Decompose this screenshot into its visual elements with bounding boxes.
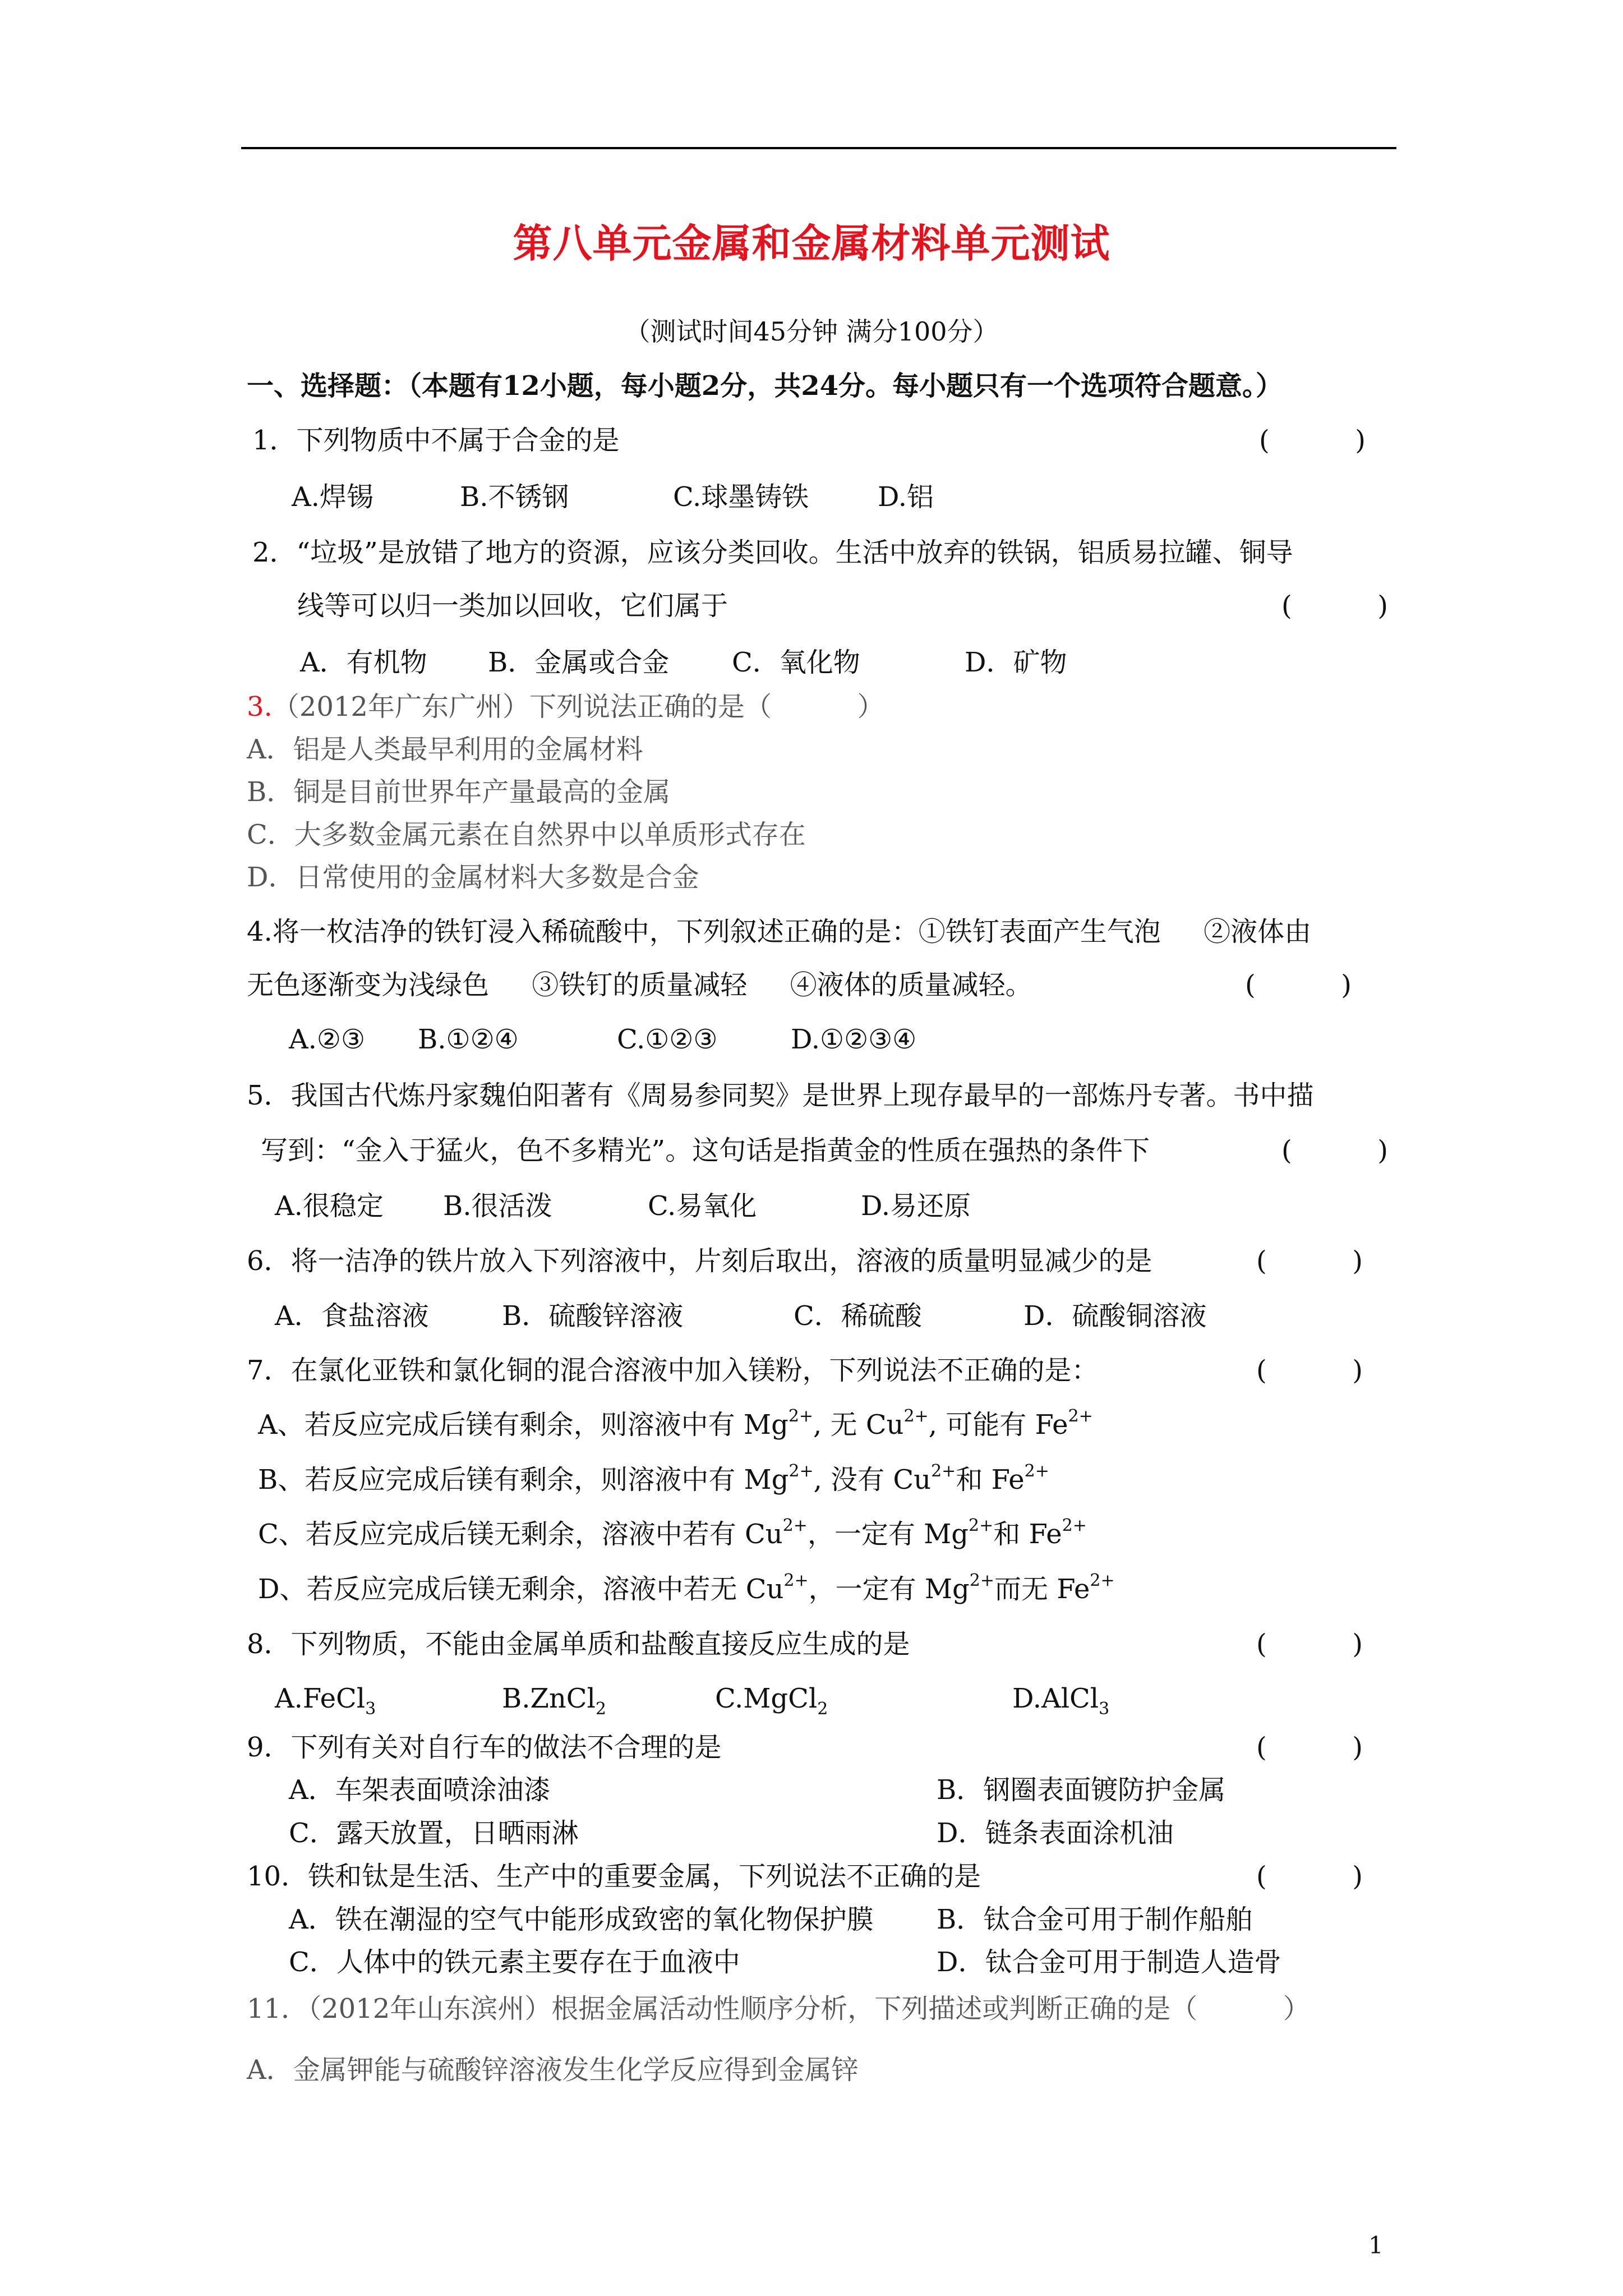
q7-b-charge2: 2+ <box>931 1461 956 1481</box>
q5-option-c: C.易氧化 <box>648 1190 757 1222</box>
q7-c-charge2: 2+ <box>969 1516 994 1535</box>
q1-option-d: D.铝 <box>878 481 934 513</box>
q5-option-d: D.易还原 <box>861 1190 971 1222</box>
q3-option-b: B．铜是目前世界年产量最高的金属 <box>247 776 671 808</box>
q7-d-charge2: 2+ <box>969 1571 994 1590</box>
q7-c-text2: ，一定有 Mg <box>807 1519 969 1550</box>
q2-option-a: A．有机物 <box>300 647 427 678</box>
q6-option-a: A．食盐溶液 <box>275 1300 429 1332</box>
q7-answer-blank: ( ) <box>1256 1355 1363 1386</box>
q8-stem: 8．下列物质，不能由金属单质和盐酸直接反应生成的是 <box>247 1628 910 1660</box>
q2-option-c: C．氧化物 <box>732 647 860 678</box>
q8-b-text: B.ZnCl <box>502 1683 596 1714</box>
page-title: 第八单元金属和金属材料单元测试 <box>513 220 1110 266</box>
q7-a-text2: , 无 Cu <box>813 1409 904 1441</box>
q7-b-text3: 和 Fe <box>956 1464 1025 1496</box>
q10-option-b: B．钛合金可用于制作船舶 <box>937 1904 1253 1935</box>
q7-a-charge1: 2+ <box>788 1406 814 1426</box>
q7-option-a <box>258 1406 1093 1442</box>
q10-option-a: A．铁在潮湿的空气中能形成致密的氧化物保护膜 <box>289 1904 874 1935</box>
q7-d-text2: ，一定有 Mg <box>808 1573 970 1605</box>
q7-option-b <box>258 1461 1049 1497</box>
q8-a-subscript: 3 <box>365 1699 376 1719</box>
q6-stem: 6．将一洁净的铁片放入下列溶液中，片刻后取出，溶液的质量明显减少的是 <box>247 1245 1152 1277</box>
q11-option-a: A．金属钾能与硫酸锌溶液发生化学反应得到金属锌 <box>247 2054 859 2086</box>
header-rule <box>241 147 1396 149</box>
q10-stem: 10．铁和钛是生活、生产中的重要金属，下列说法不正确的是 <box>247 1861 981 1892</box>
q7-d-charge1: 2+ <box>783 1571 809 1590</box>
q8-d-text: D.AlCl <box>1012 1683 1099 1714</box>
q2-stem-line1: 2．“垃圾”是放错了地方的资源，应该分类回收。生活中放弃的铁锅，铝质易拉罐、铜导 <box>252 537 1293 568</box>
q11-stem: 11．（2012年山东滨州）根据金属活动性顺序分析，下列描述或判断正确的是（ ） <box>247 1993 1310 2024</box>
q7-option-d <box>258 1573 1115 1606</box>
q7-a-charge3: 2+ <box>1068 1406 1093 1426</box>
q1-option-c: C.球墨铸铁 <box>673 481 809 513</box>
q5-stem-line1: 5．我国古代炼丹家魏伯阳著有《周易参同契》是世界上现存最早的一部炼丹专著。书中描 <box>247 1080 1314 1111</box>
q9-answer-blank: ( ) <box>1256 1732 1363 1763</box>
q2-answer-blank: ( ) <box>1281 590 1389 622</box>
q4-answer-blank: ( ) <box>1245 969 1352 1001</box>
q3-stem-text: （2012年广东广州）下列说法正确的是（ ） <box>272 691 884 723</box>
q7-a-text1: A、若反应完成后镁有剩余，则溶液中有 Mg <box>258 1409 789 1441</box>
q9-option-c: C．露天放置，日晒雨淋 <box>289 1818 579 1849</box>
test-info: （测试时间45分钟 满分100分） <box>624 316 999 347</box>
q8-d-subscript: 3 <box>1099 1699 1110 1719</box>
q1-stem: 1．下列物质中不属于合金的是 <box>252 425 620 456</box>
q7-b-text1: B、若反应完成后镁有剩余，则溶液中有 Mg <box>258 1464 789 1496</box>
q5-option-b: B.很活泼 <box>443 1190 552 1222</box>
q1-option-b: B.不锈钢 <box>460 481 569 513</box>
q4-option-a: A.②③ <box>289 1024 365 1055</box>
q6-option-d: D．硫酸铜溶液 <box>1023 1300 1207 1332</box>
q10-option-c: C．人体中的铁元素主要存在于血液中 <box>289 1947 740 1978</box>
q7-c-text3: 和 Fe <box>993 1519 1062 1550</box>
q3-number: 3. <box>247 691 273 723</box>
q1-answer-blank: ( ) <box>1259 425 1366 456</box>
q7-c-charge3: 2+ <box>1062 1516 1087 1535</box>
q8-b-subscript: 2 <box>595 1699 606 1719</box>
q3-stem <box>247 691 884 724</box>
q9-option-b: B．钢圈表面镀防护金属 <box>937 1774 1226 1806</box>
q7-d-text3: 而无 Fe <box>994 1573 1090 1605</box>
q3-option-c: C．大多数金属元素在自然界中以单质形式存在 <box>247 819 806 850</box>
q10-option-d: D．钛合金可用于制造人造骨 <box>937 1947 1281 1978</box>
q9-stem: 9．下列有关对自行车的做法不合理的是 <box>247 1732 722 1763</box>
q6-answer-blank: ( ) <box>1256 1245 1363 1277</box>
q7-c-charge1: 2+ <box>782 1516 808 1535</box>
q7-b-text2: , 没有 Cu <box>813 1464 932 1496</box>
q7-option-c <box>258 1516 1087 1551</box>
q8-answer-blank: ( ) <box>1256 1628 1363 1660</box>
q4-stem-line1: 4.将一枚洁净的铁钉浸入稀硫酸中，下列叙述正确的是：①铁钉表面产生气泡 ②液体由 <box>247 916 1312 947</box>
q7-d-text1: D、若反应完成后镁无剩余，溶液中若无 Cu <box>258 1573 784 1605</box>
q8-option-b <box>502 1683 606 1719</box>
q6-option-b: B．硫酸锌溶液 <box>502 1300 684 1332</box>
q7-a-charge2: 2+ <box>903 1406 929 1426</box>
page-number: 1 <box>1368 2231 1384 2259</box>
q8-option-a <box>275 1683 376 1719</box>
q8-option-d <box>1012 1683 1110 1719</box>
q7-d-charge3: 2+ <box>1090 1571 1115 1590</box>
q2-stem-line2: 线等可以归一类加以回收，它们属于 <box>297 590 728 622</box>
q4-option-b: B.①②④ <box>418 1024 519 1055</box>
q5-stem-line2: 写到：“金入于猛火，色不多精光”。这句话是指黄金的性质在强热的条件下 <box>261 1135 1150 1166</box>
q8-a-text: A.FeCl <box>275 1683 366 1714</box>
q9-option-d: D．链条表面涂机油 <box>937 1818 1174 1849</box>
q6-option-c: C．稀硫酸 <box>794 1300 922 1332</box>
q1-option-a: A.焊锡 <box>292 481 374 513</box>
q4-stem-line2: 无色逐渐变为浅绿色 ③铁钉的质量减轻 ④液体的质量减轻。 <box>247 969 1032 1001</box>
q7-c-text1: C、若反应完成后镁无剩余，溶液中若有 Cu <box>258 1519 783 1550</box>
q7-a-text3: , 可能有 Fe <box>928 1409 1068 1441</box>
q3-option-d: D．日常使用的金属材料大多数是合金 <box>247 862 699 893</box>
q8-option-c <box>715 1683 828 1719</box>
q5-answer-blank: ( ) <box>1281 1135 1389 1166</box>
q5-option-a: A.很稳定 <box>275 1190 384 1222</box>
q8-c-subscript: 2 <box>817 1699 828 1719</box>
q8-c-text: C.MgCl <box>715 1683 818 1714</box>
q4-option-c: C.①②③ <box>617 1024 718 1055</box>
q2-option-d: D．矿物 <box>965 647 1067 678</box>
q10-answer-blank: ( ) <box>1256 1861 1363 1892</box>
q3-option-a: A．铝是人类最早利用的金属材料 <box>247 734 643 765</box>
section-heading: 一、选择题：（本题有12小题，每小题2分，共24分。每小题只有一个选项符合题意。） <box>247 370 1283 402</box>
q4-option-d: D.①②③④ <box>791 1024 917 1055</box>
q7-b-charge3: 2+ <box>1024 1461 1049 1481</box>
q9-option-a: A．车架表面喷涂油漆 <box>289 1774 551 1806</box>
q7-stem: 7．在氯化亚铁和氯化铜的混合溶液中加入镁粉，下列说法不正确的是： <box>247 1355 1099 1386</box>
q7-b-charge1: 2+ <box>789 1461 814 1481</box>
q2-option-b: B．金属或合金 <box>488 647 670 678</box>
